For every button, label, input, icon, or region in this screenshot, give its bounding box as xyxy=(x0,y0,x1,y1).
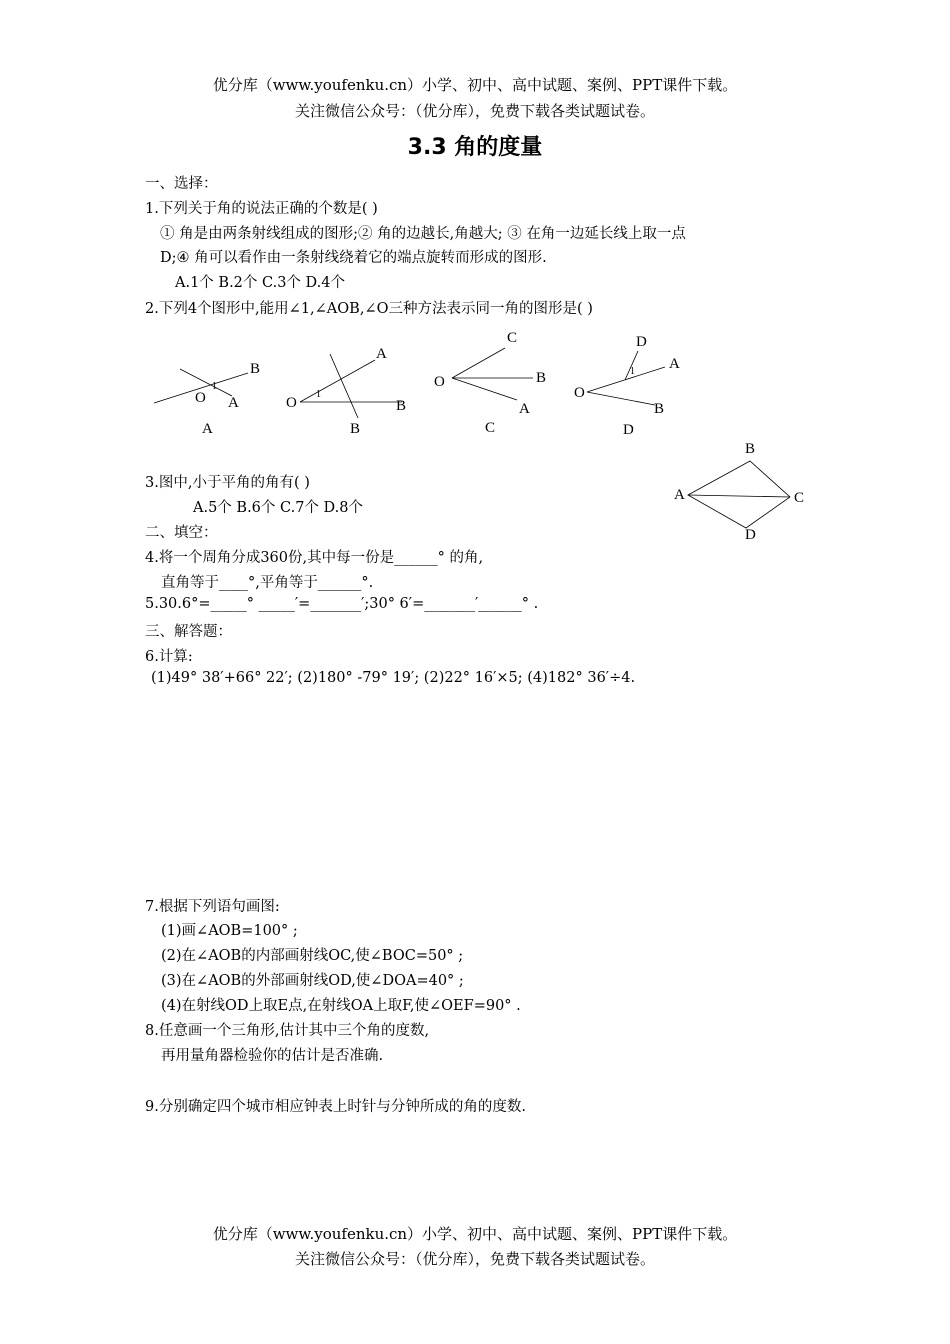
header-line-2: 关注微信公众号：（优分库），免费下载各类试题试卷。 xyxy=(294,102,655,120)
section-fill: 二、填空： xyxy=(145,525,218,541)
q2-fig-c-label-b: B xyxy=(536,370,547,386)
q2-fig-d-label-a: A xyxy=(669,356,680,372)
q3-fig-label-d: D xyxy=(745,527,756,543)
section-answer: 三、解答题： xyxy=(145,624,232,640)
q4-line1: 4.将一个周角分成360份,其中每一份是______° 的角, xyxy=(145,550,484,566)
q2-fig-a-label-1: 1 xyxy=(212,381,217,392)
q2-fig-c-caption: C xyxy=(485,420,496,436)
q2-fig-b-label-o: O xyxy=(286,395,297,411)
page-title: 3.3 角的度量 xyxy=(407,135,543,160)
q2-fig-c-label-c: C xyxy=(507,330,518,346)
q2-figure-b xyxy=(290,348,410,428)
q7-step-4: (4)在射线OD上取E点,在射线OA上取F,使∠OEF=90° . xyxy=(161,998,521,1014)
q2-fig-a-label-b: B xyxy=(250,361,261,377)
footer-line-1: 优分库（www.youfenku.cn）小学、初中、高中试题、案例、PPT课件下载。 xyxy=(212,1225,738,1243)
q3-stem: 3.图中,小于平角的角有( ) xyxy=(145,475,310,491)
q8-line2: 再用量角器检验你的估计是否准确. xyxy=(161,1048,384,1064)
q2-fig-d-label-o: O xyxy=(574,385,585,401)
q7-step-2: (2)在∠AOB的内部画射线OC,使∠BOC=50° ; xyxy=(161,948,464,964)
q2-fig-c-label-a: A xyxy=(519,401,530,417)
q2-figure-c xyxy=(445,335,545,415)
q2-figure-d xyxy=(580,345,680,415)
q3-fig-label-a: A xyxy=(674,487,685,503)
q6-items: (1)49° 38′+66° 22′; (2)180° -79° 19′; (2)22° 16′×5; (4)182° 36′÷4. xyxy=(151,670,636,686)
q7-step-3: (3)在∠AOB的外部画射线OD,使∠DOA=40° ; xyxy=(161,973,464,989)
header-line-1: 优分库（www.youfenku.cn）小学、初中、高中试题、案例、PPT课件下载。 xyxy=(212,76,738,94)
q6-stem: 6.计算: xyxy=(145,649,193,665)
q5-line: 5.30.6°=_____° _____′=_______′;30° 6′=_______′______° . xyxy=(145,596,539,612)
q3-options: A.5个 B.6个 C.7个 D.8个 xyxy=(193,500,363,516)
q2-fig-d-label-1: 1 xyxy=(630,366,635,377)
q2-fig-d-caption: D xyxy=(623,422,634,438)
q7-stem: 7.根据下列语句画图: xyxy=(145,899,280,915)
q2-fig-a-caption: A xyxy=(202,421,213,437)
q7-step-1: (1)画∠AOB=100° ; xyxy=(161,923,298,939)
q1-line3: D;④ 角可以看作由一条射线绕着它的端点旋转而形成的图形. xyxy=(160,250,547,266)
q2-fig-d-label-d: D xyxy=(636,334,647,350)
q2-fig-b-label-a: A xyxy=(376,346,387,362)
q2-fig-b-label-1: 1 xyxy=(316,389,321,400)
q1-stem: 1.下列关于角的说法正确的个数是( ) xyxy=(145,201,378,217)
q2-fig-a-label-o: O xyxy=(195,390,206,406)
q2-fig-d-label-b: B xyxy=(654,401,665,417)
q1-options: A.1个 B.2个 C.3个 D.4个 xyxy=(175,275,345,291)
q2-fig-b-caption: B xyxy=(350,421,361,437)
q1-line2: ① 角是由两条射线组成的图形;② 角的边越长,角越大; ③ 在角一边延长线上取一点 xyxy=(160,226,686,242)
q2-stem: 2.下列4个图形中,能用∠1,∠AOB,∠O三种方法表示同一角的图形是( ) xyxy=(145,301,593,317)
q9-line: 9.分别确定四个城市相应钟表上时针与分钟所成的角的度数. xyxy=(145,1099,526,1115)
q8-line1: 8.任意画一个三角形,估计其中三个角的度数, xyxy=(145,1023,430,1039)
q2-fig-c-label-o: O xyxy=(434,374,445,390)
q3-figure-quadrilateral xyxy=(680,455,800,535)
section-choice: 一、选择： xyxy=(145,176,218,192)
footer-line-2: 关注微信公众号：（优分库），免费下载各类试题试卷。 xyxy=(294,1250,655,1268)
q4-line2: 直角等于____°,平角等于______°. xyxy=(161,575,374,591)
q2-fig-a-label-a: A xyxy=(228,395,239,411)
q3-fig-label-b: B xyxy=(745,441,756,457)
q2-fig-b-label-b: B xyxy=(396,398,407,414)
q3-fig-label-c: C xyxy=(794,490,805,506)
